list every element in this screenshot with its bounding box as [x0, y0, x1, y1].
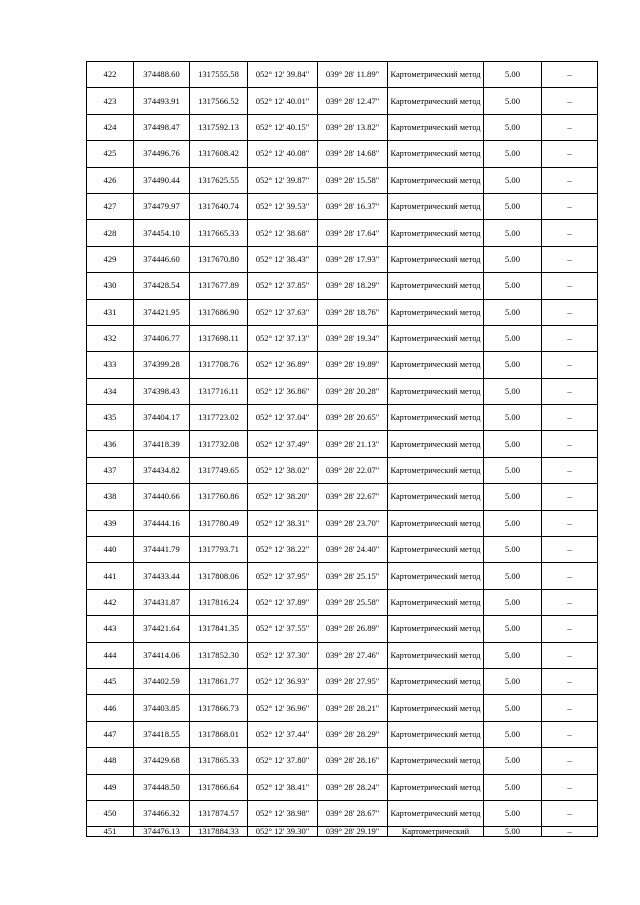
- note-cell: –: [542, 695, 598, 721]
- y-coordinate-cell: 1317708.76: [190, 352, 248, 378]
- table-row: [87, 405, 598, 431]
- latitude-cell: 052° 12' 40.08": [248, 141, 318, 167]
- y-coordinate-cell: 1317866.73: [190, 695, 248, 721]
- table-row: [87, 246, 598, 272]
- note-cell: –: [542, 537, 598, 563]
- coordinate-table-body: [87, 62, 598, 837]
- table-row: [87, 800, 598, 826]
- x-coordinate-cell: 374418.39: [134, 431, 190, 457]
- table-row: [87, 589, 598, 615]
- latitude-cell: 052° 12' 40.15": [248, 114, 318, 140]
- method-cell: Картометрический метод: [388, 220, 484, 246]
- x-coordinate-cell: 374403.85: [134, 695, 190, 721]
- note-cell: –: [542, 88, 598, 114]
- method-cell: Картометрический: [388, 827, 484, 837]
- note-cell: –: [542, 378, 598, 404]
- method-cell: Картометрический метод: [388, 88, 484, 114]
- note-cell: –: [542, 827, 598, 837]
- precision-cell: 5.00: [484, 695, 542, 721]
- method-cell: Картометрический метод: [388, 668, 484, 694]
- point-number-cell: 444: [87, 642, 134, 668]
- note-cell: –: [542, 589, 598, 615]
- point-number-cell: 426: [87, 167, 134, 193]
- method-cell: Картометрический метод: [388, 325, 484, 351]
- x-coordinate-cell: 374433.44: [134, 563, 190, 589]
- y-coordinate-cell: 1317566.52: [190, 88, 248, 114]
- latitude-cell: 052° 12' 37.80": [248, 748, 318, 774]
- latitude-cell: 052° 12' 36.89": [248, 352, 318, 378]
- precision-cell: 5.00: [484, 457, 542, 483]
- x-coordinate-cell: 374428.54: [134, 273, 190, 299]
- x-coordinate-cell: 374421.95: [134, 299, 190, 325]
- point-number-cell: 450: [87, 800, 134, 826]
- x-coordinate-cell: 374414.06: [134, 642, 190, 668]
- y-coordinate-cell: 1317677.89: [190, 273, 248, 299]
- x-coordinate-cell: 374440.66: [134, 484, 190, 510]
- latitude-cell: 052° 12' 37.49": [248, 431, 318, 457]
- point-number-cell: 440: [87, 537, 134, 563]
- y-coordinate-cell: 1317884.33: [190, 827, 248, 837]
- longitude-cell: 039° 28' 19.34": [318, 325, 388, 351]
- precision-cell: 5.00: [484, 827, 542, 837]
- point-number-cell: 422: [87, 62, 134, 88]
- coordinate-table: [86, 61, 598, 837]
- x-coordinate-cell: 374441.79: [134, 537, 190, 563]
- precision-cell: 5.00: [484, 589, 542, 615]
- method-cell: Картометрический метод: [388, 642, 484, 668]
- x-coordinate-cell: 374429.68: [134, 748, 190, 774]
- note-cell: –: [542, 668, 598, 694]
- table-row: [87, 273, 598, 299]
- longitude-cell: 039° 28' 15.58": [318, 167, 388, 193]
- table-row: [87, 378, 598, 404]
- longitude-cell: 039° 28' 20.28": [318, 378, 388, 404]
- latitude-cell: 052° 12' 38.31": [248, 510, 318, 536]
- longitude-cell: 039° 28' 17.93": [318, 246, 388, 272]
- longitude-cell: 039° 28' 22.07": [318, 457, 388, 483]
- latitude-cell: 052° 12' 38.02": [248, 457, 318, 483]
- precision-cell: 5.00: [484, 220, 542, 246]
- precision-cell: 5.00: [484, 62, 542, 88]
- table-row: [87, 431, 598, 457]
- latitude-cell: 052° 12' 37.95": [248, 563, 318, 589]
- longitude-cell: 039° 28' 24.40": [318, 537, 388, 563]
- longitude-cell: 039° 28' 28.16": [318, 748, 388, 774]
- table-row: [87, 668, 598, 694]
- precision-cell: 5.00: [484, 668, 542, 694]
- table-row: [87, 299, 598, 325]
- y-coordinate-cell: 1317608.42: [190, 141, 248, 167]
- latitude-cell: 052° 12' 38.43": [248, 246, 318, 272]
- point-number-cell: 446: [87, 695, 134, 721]
- method-cell: Картометрический метод: [388, 537, 484, 563]
- point-number-cell: 432: [87, 325, 134, 351]
- table-row: [87, 748, 598, 774]
- x-coordinate-cell: 374421.64: [134, 616, 190, 642]
- precision-cell: 5.00: [484, 378, 542, 404]
- y-coordinate-cell: 1317665.33: [190, 220, 248, 246]
- x-coordinate-cell: 374490.44: [134, 167, 190, 193]
- precision-cell: 5.00: [484, 299, 542, 325]
- latitude-cell: 052° 12' 36.96": [248, 695, 318, 721]
- point-number-cell: 445: [87, 668, 134, 694]
- point-number-cell: 429: [87, 246, 134, 272]
- latitude-cell: 052° 12' 38.22": [248, 537, 318, 563]
- table-row: [87, 721, 598, 747]
- precision-cell: 5.00: [484, 721, 542, 747]
- point-number-cell: 427: [87, 193, 134, 219]
- precision-cell: 5.00: [484, 616, 542, 642]
- x-coordinate-cell: 374498.47: [134, 114, 190, 140]
- latitude-cell: 052° 12' 36.93": [248, 668, 318, 694]
- y-coordinate-cell: 1317670.80: [190, 246, 248, 272]
- x-coordinate-cell: 374431.87: [134, 589, 190, 615]
- latitude-cell: 052° 12' 37.30": [248, 642, 318, 668]
- method-cell: Картометрический метод: [388, 141, 484, 167]
- longitude-cell: 039° 28' 28.29": [318, 721, 388, 747]
- method-cell: Картометрический метод: [388, 721, 484, 747]
- precision-cell: 5.00: [484, 748, 542, 774]
- latitude-cell: 052° 12' 39.30": [248, 827, 318, 837]
- x-coordinate-cell: 374448.50: [134, 774, 190, 800]
- table-row: [87, 220, 598, 246]
- method-cell: Картометрический метод: [388, 563, 484, 589]
- latitude-cell: 052° 12' 38.68": [248, 220, 318, 246]
- precision-cell: 5.00: [484, 141, 542, 167]
- note-cell: –: [542, 642, 598, 668]
- note-cell: –: [542, 484, 598, 510]
- method-cell: Картометрический метод: [388, 246, 484, 272]
- point-number-cell: 447: [87, 721, 134, 747]
- note-cell: –: [542, 220, 598, 246]
- precision-cell: 5.00: [484, 88, 542, 114]
- longitude-cell: 039° 28' 13.82": [318, 114, 388, 140]
- longitude-cell: 039° 28' 11.89": [318, 62, 388, 88]
- precision-cell: 5.00: [484, 431, 542, 457]
- method-cell: Картометрический метод: [388, 484, 484, 510]
- longitude-cell: 039° 28' 29.19": [318, 827, 388, 837]
- y-coordinate-cell: 1317555.58: [190, 62, 248, 88]
- latitude-cell: 052° 12' 39.84": [248, 62, 318, 88]
- precision-cell: 5.00: [484, 193, 542, 219]
- method-cell: Картометрический метод: [388, 299, 484, 325]
- point-number-cell: 433: [87, 352, 134, 378]
- latitude-cell: 052° 12' 37.04": [248, 405, 318, 431]
- note-cell: –: [542, 299, 598, 325]
- longitude-cell: 039° 28' 28.24": [318, 774, 388, 800]
- y-coordinate-cell: 1317686.90: [190, 299, 248, 325]
- note-cell: –: [542, 352, 598, 378]
- point-number-cell: 428: [87, 220, 134, 246]
- latitude-cell: 052° 12' 37.55": [248, 616, 318, 642]
- latitude-cell: 052° 12' 37.89": [248, 589, 318, 615]
- x-coordinate-cell: 374418.55: [134, 721, 190, 747]
- method-cell: Картометрический метод: [388, 405, 484, 431]
- method-cell: Картометрический метод: [388, 510, 484, 536]
- x-coordinate-cell: 374446.60: [134, 246, 190, 272]
- latitude-cell: 052° 12' 38.98": [248, 800, 318, 826]
- note-cell: –: [542, 721, 598, 747]
- y-coordinate-cell: 1317866.64: [190, 774, 248, 800]
- y-coordinate-cell: 1317780.49: [190, 510, 248, 536]
- table-row: [87, 457, 598, 483]
- precision-cell: 5.00: [484, 405, 542, 431]
- table-row: [87, 484, 598, 510]
- y-coordinate-cell: 1317793.71: [190, 537, 248, 563]
- method-cell: Картометрический метод: [388, 193, 484, 219]
- x-coordinate-cell: 374476.13: [134, 827, 190, 837]
- x-coordinate-cell: 374399.28: [134, 352, 190, 378]
- point-number-cell: 430: [87, 273, 134, 299]
- latitude-cell: 052° 12' 37.44": [248, 721, 318, 747]
- longitude-cell: 039° 28' 26.89": [318, 616, 388, 642]
- longitude-cell: 039° 28' 27.95": [318, 668, 388, 694]
- method-cell: Картометрический метод: [388, 695, 484, 721]
- longitude-cell: 039° 28' 25.58": [318, 589, 388, 615]
- y-coordinate-cell: 1317852.30: [190, 642, 248, 668]
- table-row: [87, 827, 598, 837]
- y-coordinate-cell: 1317723.02: [190, 405, 248, 431]
- method-cell: Картометрический метод: [388, 774, 484, 800]
- precision-cell: 5.00: [484, 563, 542, 589]
- table-row: [87, 642, 598, 668]
- longitude-cell: 039° 28' 27.46": [318, 642, 388, 668]
- table-row: [87, 563, 598, 589]
- x-coordinate-cell: 374402.59: [134, 668, 190, 694]
- note-cell: –: [542, 114, 598, 140]
- longitude-cell: 039° 28' 14.68": [318, 141, 388, 167]
- y-coordinate-cell: 1317698.11: [190, 325, 248, 351]
- y-coordinate-cell: 1317760.86: [190, 484, 248, 510]
- latitude-cell: 052° 12' 39.53": [248, 193, 318, 219]
- method-cell: Картометрический метод: [388, 352, 484, 378]
- y-coordinate-cell: 1317732.08: [190, 431, 248, 457]
- point-number-cell: 437: [87, 457, 134, 483]
- table-row: [87, 510, 598, 536]
- method-cell: Картометрический метод: [388, 800, 484, 826]
- x-coordinate-cell: 374398.43: [134, 378, 190, 404]
- precision-cell: 5.00: [484, 325, 542, 351]
- x-coordinate-cell: 374404.17: [134, 405, 190, 431]
- table-row: [87, 325, 598, 351]
- precision-cell: 5.00: [484, 114, 542, 140]
- longitude-cell: 039° 28' 25.15": [318, 563, 388, 589]
- x-coordinate-cell: 374444.16: [134, 510, 190, 536]
- longitude-cell: 039° 28' 22.67": [318, 484, 388, 510]
- point-number-cell: 431: [87, 299, 134, 325]
- y-coordinate-cell: 1317592.13: [190, 114, 248, 140]
- point-number-cell: 435: [87, 405, 134, 431]
- y-coordinate-cell: 1317865.33: [190, 748, 248, 774]
- method-cell: Картометрический метод: [388, 62, 484, 88]
- longitude-cell: 039° 28' 17.64": [318, 220, 388, 246]
- latitude-cell: 052° 12' 37.63": [248, 299, 318, 325]
- point-number-cell: 434: [87, 378, 134, 404]
- method-cell: Картометрический метод: [388, 457, 484, 483]
- latitude-cell: 052° 12' 38.41": [248, 774, 318, 800]
- latitude-cell: 052° 12' 37.85": [248, 273, 318, 299]
- table-row: [87, 88, 598, 114]
- note-cell: –: [542, 141, 598, 167]
- note-cell: –: [542, 774, 598, 800]
- y-coordinate-cell: 1317808.06: [190, 563, 248, 589]
- point-number-cell: 423: [87, 88, 134, 114]
- precision-cell: 5.00: [484, 537, 542, 563]
- coordinate-table-page: [86, 61, 597, 837]
- point-number-cell: 424: [87, 114, 134, 140]
- longitude-cell: 039° 28' 16.37": [318, 193, 388, 219]
- note-cell: –: [542, 510, 598, 536]
- method-cell: Картометрический метод: [388, 616, 484, 642]
- note-cell: –: [542, 405, 598, 431]
- table-row: [87, 616, 598, 642]
- table-row: [87, 352, 598, 378]
- y-coordinate-cell: 1317640.74: [190, 193, 248, 219]
- method-cell: Картометрический метод: [388, 273, 484, 299]
- point-number-cell: 425: [87, 141, 134, 167]
- y-coordinate-cell: 1317861.77: [190, 668, 248, 694]
- x-coordinate-cell: 374454.10: [134, 220, 190, 246]
- point-number-cell: 439: [87, 510, 134, 536]
- longitude-cell: 039° 28' 20.65": [318, 405, 388, 431]
- method-cell: Картометрический метод: [388, 167, 484, 193]
- x-coordinate-cell: 374493.91: [134, 88, 190, 114]
- y-coordinate-cell: 1317874.57: [190, 800, 248, 826]
- x-coordinate-cell: 374466.32: [134, 800, 190, 826]
- precision-cell: 5.00: [484, 246, 542, 272]
- point-number-cell: 442: [87, 589, 134, 615]
- point-number-cell: 448: [87, 748, 134, 774]
- precision-cell: 5.00: [484, 774, 542, 800]
- y-coordinate-cell: 1317749.65: [190, 457, 248, 483]
- table-row: [87, 62, 598, 88]
- note-cell: –: [542, 325, 598, 351]
- note-cell: –: [542, 62, 598, 88]
- note-cell: –: [542, 246, 598, 272]
- precision-cell: 5.00: [484, 352, 542, 378]
- longitude-cell: 039° 28' 19.89": [318, 352, 388, 378]
- y-coordinate-cell: 1317625.55: [190, 167, 248, 193]
- note-cell: –: [542, 800, 598, 826]
- x-coordinate-cell: 374496.76: [134, 141, 190, 167]
- note-cell: –: [542, 616, 598, 642]
- latitude-cell: 052° 12' 40.01": [248, 88, 318, 114]
- y-coordinate-cell: 1317841.35: [190, 616, 248, 642]
- longitude-cell: 039° 28' 18.76": [318, 299, 388, 325]
- note-cell: –: [542, 563, 598, 589]
- method-cell: Картометрический метод: [388, 378, 484, 404]
- note-cell: –: [542, 273, 598, 299]
- latitude-cell: 052° 12' 36.86": [248, 378, 318, 404]
- note-cell: –: [542, 167, 598, 193]
- table-row: [87, 167, 598, 193]
- longitude-cell: 039° 28' 28.67": [318, 800, 388, 826]
- y-coordinate-cell: 1317716.11: [190, 378, 248, 404]
- point-number-cell: 449: [87, 774, 134, 800]
- point-number-cell: 451: [87, 827, 134, 837]
- y-coordinate-cell: 1317868.01: [190, 721, 248, 747]
- method-cell: Картометрический метод: [388, 748, 484, 774]
- precision-cell: 5.00: [484, 167, 542, 193]
- x-coordinate-cell: 374488.60: [134, 62, 190, 88]
- table-row: [87, 141, 598, 167]
- latitude-cell: 052° 12' 37.13": [248, 325, 318, 351]
- method-cell: Картометрический метод: [388, 431, 484, 457]
- method-cell: Картометрический метод: [388, 589, 484, 615]
- x-coordinate-cell: 374479.97: [134, 193, 190, 219]
- point-number-cell: 443: [87, 616, 134, 642]
- note-cell: –: [542, 431, 598, 457]
- point-number-cell: 441: [87, 563, 134, 589]
- x-coordinate-cell: 374406.77: [134, 325, 190, 351]
- latitude-cell: 052° 12' 38.20": [248, 484, 318, 510]
- precision-cell: 5.00: [484, 510, 542, 536]
- table-row: [87, 114, 598, 140]
- note-cell: –: [542, 457, 598, 483]
- longitude-cell: 039° 28' 18.29": [318, 273, 388, 299]
- longitude-cell: 039° 28' 28.21": [318, 695, 388, 721]
- y-coordinate-cell: 1317816.24: [190, 589, 248, 615]
- longitude-cell: 039° 28' 23.70": [318, 510, 388, 536]
- x-coordinate-cell: 374434.82: [134, 457, 190, 483]
- table-row: [87, 695, 598, 721]
- point-number-cell: 438: [87, 484, 134, 510]
- note-cell: –: [542, 193, 598, 219]
- precision-cell: 5.00: [484, 642, 542, 668]
- precision-cell: 5.00: [484, 273, 542, 299]
- method-cell: Картометрический метод: [388, 114, 484, 140]
- longitude-cell: 039° 28' 12.47": [318, 88, 388, 114]
- precision-cell: 5.00: [484, 484, 542, 510]
- point-number-cell: 436: [87, 431, 134, 457]
- note-cell: –: [542, 748, 598, 774]
- precision-cell: 5.00: [484, 800, 542, 826]
- longitude-cell: 039° 28' 21.13": [318, 431, 388, 457]
- latitude-cell: 052° 12' 39.87": [248, 167, 318, 193]
- table-row: [87, 537, 598, 563]
- table-row: [87, 193, 598, 219]
- table-row: [87, 774, 598, 800]
